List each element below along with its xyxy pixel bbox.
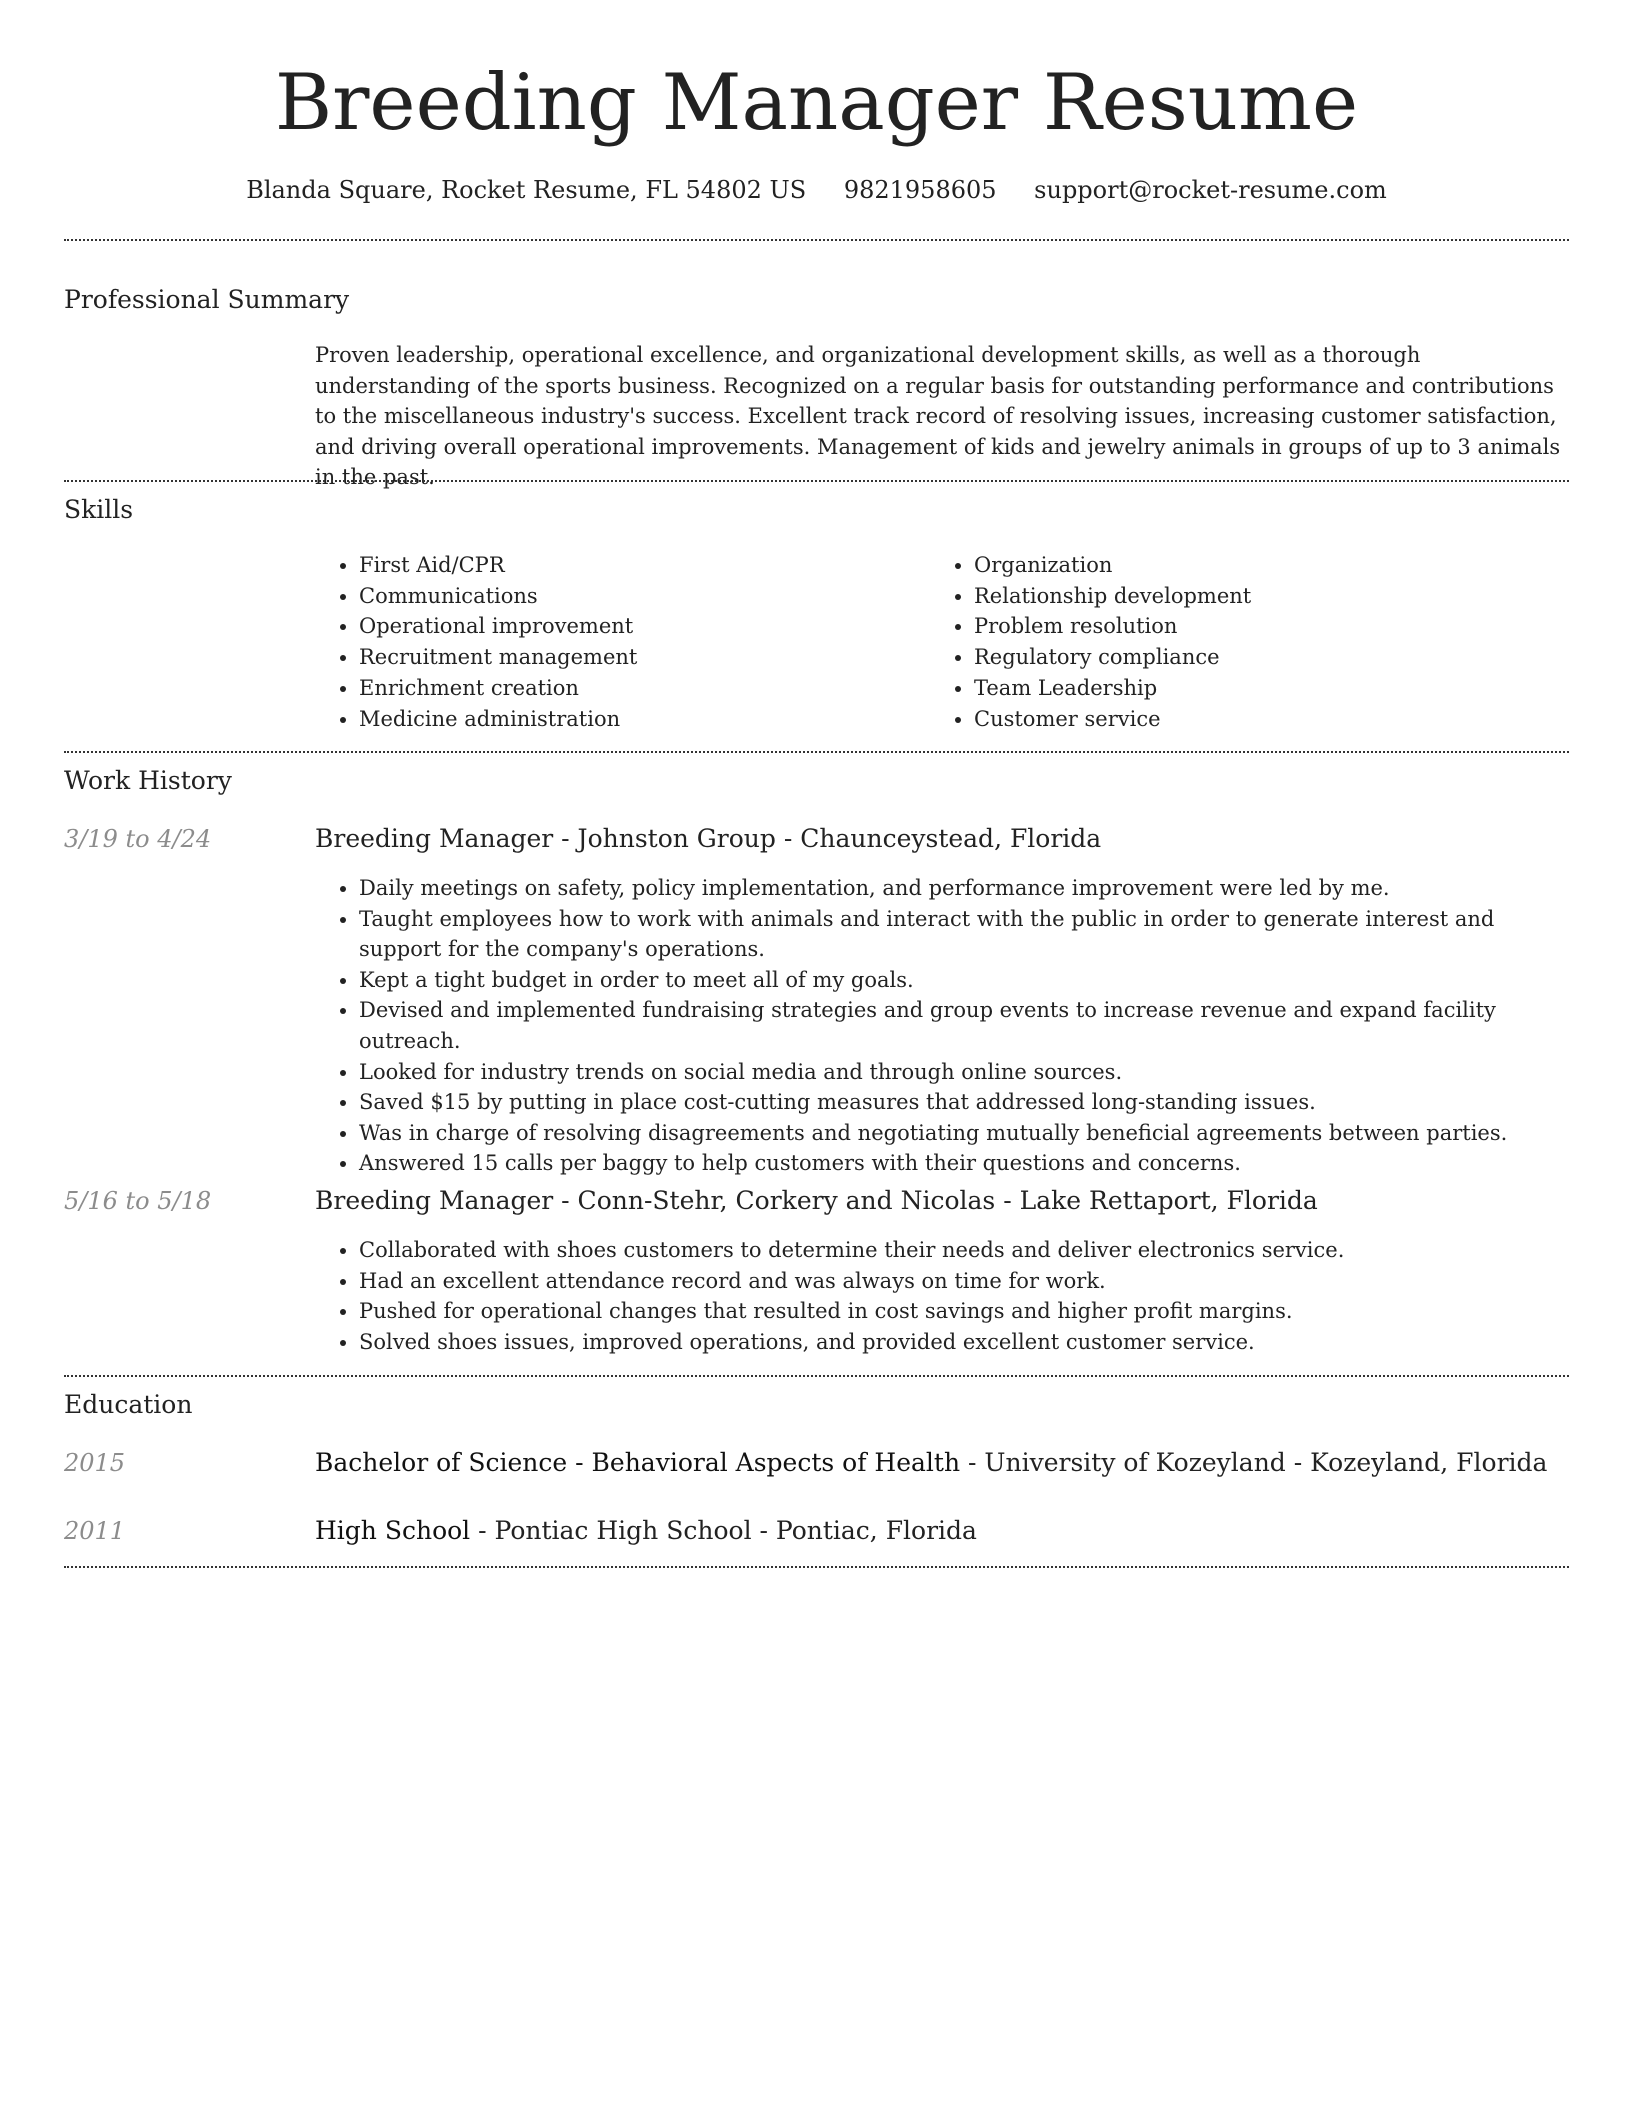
job-bullet: • Collaborated with shoes customers to determine their needs and deliver electronics service. — [359, 1235, 1569, 1266]
skills-column-left — [315, 550, 930, 734]
skill-item: • Medicine administration — [359, 704, 930, 735]
skill-item: • Relationship development — [974, 581, 1569, 612]
education-entry — [315, 1513, 977, 1549]
section-divider — [64, 480, 1569, 482]
job-bullet: • Had an excellent attendance record and was always on time for work. — [359, 1266, 1569, 1297]
skills-heading: Skills — [64, 495, 134, 524]
job-heading: Breeding Manager - Johnston Group - Chaunceystead, Florida — [315, 824, 1102, 853]
summary-section — [315, 340, 1569, 493]
job-dates: 3/19 to 4/24 — [64, 825, 212, 853]
education-heading: Education — [64, 1390, 193, 1419]
summary-text: Proven leadership, operational excellence, and organizational development skills, as well as a thorough understanding of the sports business. Recognized on a regular basis for outstanding performance and contributions to the miscellaneous industry's success. Excellent track record of resolving issues, increasing customer satisfaction, and driving overall operational improvements. Management of kids and jewelry animals in groups of up to 3 animals in the past. — [315, 343, 1561, 489]
education-school: - University of Kozeyland - Kozeyland, Florida — [960, 1448, 1548, 1477]
contact-address: Blanda Square, Rocket Resume, FL 54802 US — [246, 176, 807, 204]
education-year: 2015 — [64, 1449, 126, 1477]
skills-column-right — [930, 550, 1569, 734]
job-heading: Breeding Manager - Conn-Stehr, Corkery and Nicolas - Lake Rettaport, Florida — [315, 1186, 1318, 1215]
contact-line — [64, 170, 1569, 210]
education-school: - Pontiac High School - Pontiac, Florida — [470, 1516, 977, 1545]
section-divider — [64, 1566, 1569, 1568]
education-degree: Bachelor of Science - Behavioral Aspects of Health — [315, 1448, 961, 1477]
job-bullet: • Pushed for operational changes that resulted in cost savings and higher profit margins. — [359, 1296, 1569, 1327]
section-divider — [64, 751, 1569, 753]
skill-item: • Enrichment creation — [359, 673, 930, 704]
skill-item: • Organization — [974, 550, 1569, 581]
skills-section — [315, 550, 1569, 740]
skill-item: • Communications — [359, 581, 930, 612]
contact-phone: 9821958605 — [843, 176, 997, 204]
job-bullet: • Answered 15 calls per baggy to help customers with their questions and concerns. — [359, 1148, 1569, 1179]
education-degree: High School — [315, 1516, 471, 1545]
education-entry — [315, 1445, 1547, 1481]
education-year: 2011 — [64, 1517, 126, 1545]
skill-item: • First Aid/CPR — [359, 550, 930, 581]
contact-email: support@rocket-resume.com — [1034, 176, 1387, 204]
job-bullets — [315, 1235, 1569, 1357]
job-bullets — [315, 873, 1569, 1179]
skill-item: • Customer service — [974, 704, 1569, 735]
section-divider — [64, 239, 1569, 241]
skill-item: • Problem resolution — [974, 611, 1569, 642]
summary-heading: Professional Summary — [64, 285, 350, 314]
skill-item: • Team Leadership — [974, 673, 1569, 704]
job-bullet: • Solved shoes issues, improved operations, and provided excellent customer service. — [359, 1327, 1569, 1358]
skill-item: • Recruitment management — [359, 642, 930, 673]
job-bullet: • Daily meetings on safety, policy implementation, and performance improvement were led by me. — [359, 873, 1569, 904]
job-dates: 5/16 to 5/18 — [64, 1187, 212, 1215]
job-bullet: • Looked for industry trends on social media and through online sources. — [359, 1057, 1569, 1088]
section-divider — [64, 1375, 1569, 1377]
work-heading: Work History — [64, 766, 232, 795]
resume-title: Breeding Manager Resume — [274, 58, 1359, 148]
skill-item: • Regulatory compliance — [974, 642, 1569, 673]
job-bullet: • Taught employees how to work with animals and interact with the public in order to generate interest and support for the company's operations. — [359, 904, 1569, 965]
skill-item: • Operational improvement — [359, 611, 930, 642]
job-bullet: • Saved $15 by putting in place cost-cutting measures that addressed long-standing issues. — [359, 1087, 1569, 1118]
job-bullet: • Kept a tight budget in order to meet all of my goals. — [359, 965, 1569, 996]
job-bullet: • Devised and implemented fundraising strategies and group events to increase revenue and expand facility outreach. — [359, 995, 1569, 1056]
job-bullet: • Was in charge of resolving disagreements and negotiating mutually beneficial agreements between parties. — [359, 1118, 1569, 1149]
